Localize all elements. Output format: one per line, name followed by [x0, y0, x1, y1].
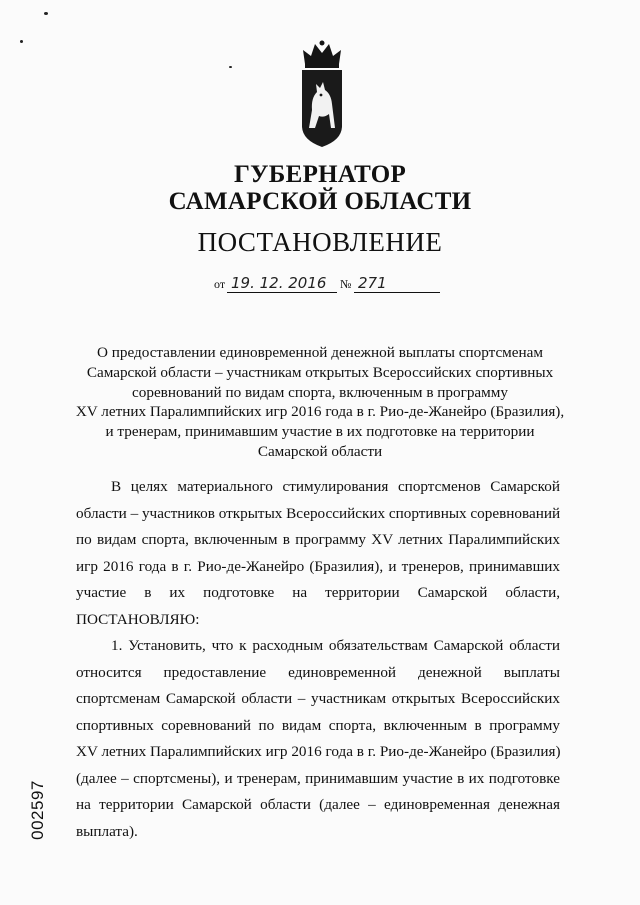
body-line: участие в их подготовке на территории Самарской области,: [76, 584, 560, 601]
subject-line: Самарской области – участникам открытых Всероссийских спортивных: [86, 363, 554, 381]
subject-line: соревнований по видам спорта, включенным в программу: [132, 383, 508, 401]
title-region: САМАРСКОЙ ОБЛАСТИ: [168, 188, 472, 215]
subject-line: О предоставлении единовременной денежной выплаты спортсменам: [96, 344, 544, 361]
serial-number-stamp: [18, 772, 58, 848]
body-line: В целях материального стимулирования спортсменов Самарской: [111, 478, 560, 495]
body-line: относится предоставление единовременной денежной выплаты: [76, 663, 560, 681]
body-line: по видам спорта, включенным в программу XV летних Паралимпийских: [76, 531, 560, 548]
subject-line: XV летних Паралимпийских игр 2016 года в г. Рио-де-Жанейро (Бразилия),: [75, 403, 565, 421]
body-line: игр 2016 года в г. Рио-де-Жанейро (Бразилия), и тренеров, принимавших: [76, 557, 560, 575]
document-body: [76, 474, 560, 845]
scan-speck: [44, 12, 48, 15]
number-prefix: №: [340, 277, 352, 291]
subject-line: и тренерам, принимавшим участие в их подготовке на территории: [105, 423, 535, 441]
scan-speck: [20, 40, 23, 43]
body-line: области – участников открытых Всероссийских спортивных соревнований: [76, 504, 561, 522]
body-line: 1. Установить, что к расходным обязательствам Самарской области: [111, 637, 560, 654]
scan-speck: [229, 66, 232, 68]
document-subject: [60, 343, 580, 462]
body-line: спортивных соревнований по видам спорта, включенным в программу: [76, 716, 560, 734]
title-governor: ГУБЕРНАТОР: [233, 161, 407, 188]
serial-number: 002597: [28, 780, 47, 840]
body-line-decree: ПОСТАНОВЛЯЮ:: [76, 610, 200, 628]
body-line: XV летних Паралимпийских игр 2016 года в г. Рио-де-Жанейро (Бразилия): [76, 743, 561, 760]
body-line: спортсменам Самарской области – участникам открытых Всероссийских: [76, 690, 560, 707]
subject-line: Самарской области: [257, 442, 383, 460]
date-number-line: [214, 274, 444, 294]
body-line: выплата).: [76, 822, 138, 840]
document-type: ПОСТАНОВЛЕНИЕ: [197, 227, 443, 257]
coat-of-arms-emblem: [297, 40, 347, 148]
body-line: (далее – спортсмены), и тренерам, принимавшим участие в их подготовке: [76, 769, 560, 787]
date-value: 19. 12. 2016: [227, 275, 337, 293]
number-value: 271: [354, 275, 440, 293]
body-line: на территории Самарской области (далее – единовременная денежная: [76, 796, 560, 813]
date-prefix: от: [214, 277, 226, 291]
